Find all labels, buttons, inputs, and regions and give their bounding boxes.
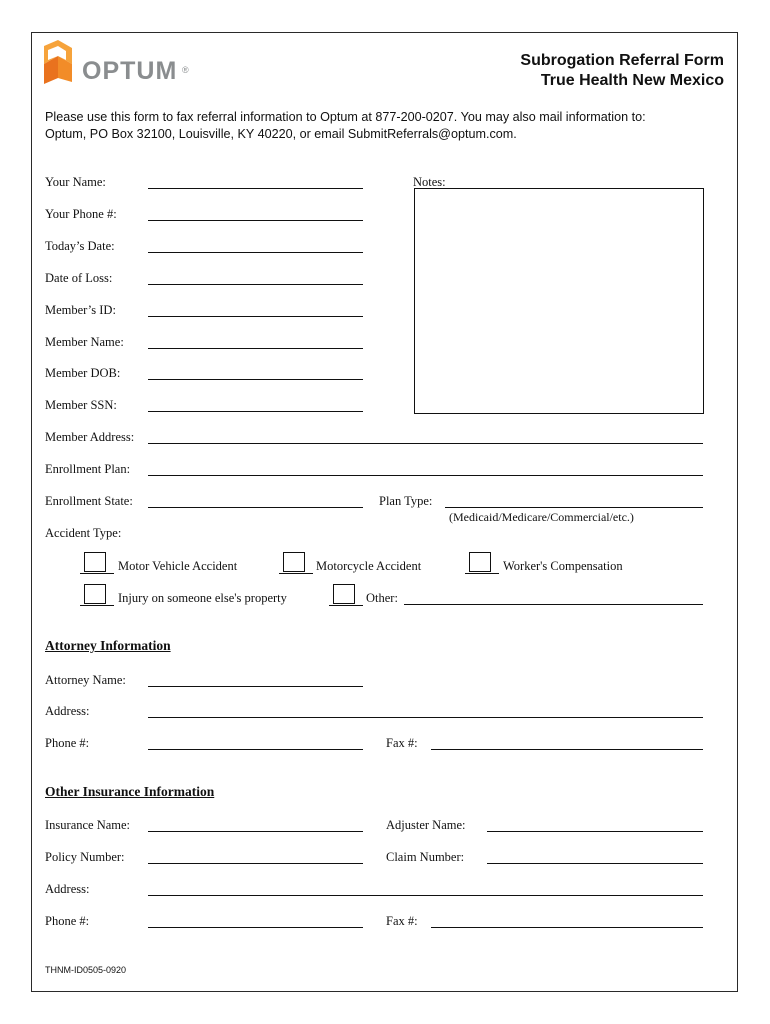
- policy-number-input[interactable]: [148, 850, 363, 864]
- member-address-input[interactable]: [148, 430, 703, 444]
- your-phone-label: Your Phone #:: [45, 207, 117, 221]
- insurance-fax-label: Fax #:: [386, 914, 418, 928]
- todays-date-input[interactable]: [148, 239, 363, 253]
- injury-property-checkbox[interactable]: [84, 584, 106, 604]
- date-of-loss-input[interactable]: [148, 271, 363, 285]
- plan-type-label: Plan Type:: [379, 494, 433, 508]
- member-name-label: Member Name:: [45, 335, 124, 349]
- insurance-name-label: Insurance Name:: [45, 818, 131, 832]
- form-code: THNM-ID0505-0920: [45, 965, 127, 975]
- other-checkbox[interactable]: [333, 584, 355, 604]
- attorney-fax-label: Fax #:: [386, 736, 418, 750]
- intro-line1: Please use this form to fax referral information to Optum at 877-200-0207. You may also mail information to:: [45, 110, 646, 124]
- insurance-name-input[interactable]: [148, 818, 363, 832]
- member-dob-input[interactable]: [148, 366, 363, 380]
- enrollment-state-input[interactable]: [148, 494, 363, 508]
- registered-mark: ®: [182, 65, 189, 75]
- your-phone-input[interactable]: [148, 207, 363, 221]
- member-ssn-label: Member SSN:: [45, 398, 117, 412]
- claim-number-label: Claim Number:: [386, 850, 465, 864]
- notes-textarea[interactable]: [414, 188, 704, 414]
- workers-comp-checkbox[interactable]: [469, 552, 491, 572]
- attorney-section-heading: Attorney Information: [45, 638, 171, 653]
- checkbox-underline: [329, 605, 363, 606]
- insurance-address-input[interactable]: [148, 882, 703, 896]
- your-name-input[interactable]: [148, 175, 363, 189]
- attorney-phone-input[interactable]: [148, 736, 363, 750]
- intro-line2: Optum, PO Box 32100, Louisville, KY 40220, or email SubmitReferrals@optum.com.: [45, 127, 517, 141]
- logo-wordmark: OPTUM: [82, 57, 178, 85]
- member-dob-label: Member DOB:: [45, 366, 121, 380]
- checkbox-underline: [80, 573, 114, 574]
- insurance-address-label: Address:: [45, 882, 90, 896]
- insurance-phone-input[interactable]: [148, 914, 363, 928]
- enrollment-plan-input[interactable]: [148, 462, 703, 476]
- date-of-loss-label: Date of Loss:: [45, 271, 113, 285]
- form-title-line2: True Health New Mexico: [540, 72, 724, 89]
- checkbox-underline: [80, 605, 114, 606]
- enrollment-plan-label: Enrollment Plan:: [45, 462, 131, 476]
- member-id-input[interactable]: [148, 303, 363, 317]
- other-label: Other:: [366, 591, 398, 605]
- claim-number-input[interactable]: [487, 850, 703, 864]
- motorcycle-checkbox[interactable]: [283, 552, 305, 572]
- attorney-name-input[interactable]: [148, 673, 363, 687]
- form-title-line1: Subrogation Referral Form: [520, 52, 724, 69]
- attorney-address-input[interactable]: [148, 704, 703, 718]
- motor-vehicle-label: Motor Vehicle Accident: [118, 559, 238, 573]
- intro-text: [45, 109, 725, 143]
- adjuster-name-label: Adjuster Name:: [386, 818, 466, 832]
- plan-type-input[interactable]: [445, 494, 703, 508]
- enrollment-state-label: Enrollment State:: [45, 494, 133, 508]
- attorney-address-label: Address:: [45, 704, 90, 718]
- insurance-phone-label: Phone #:: [45, 914, 90, 928]
- member-ssn-input[interactable]: [148, 398, 363, 412]
- member-name-input[interactable]: [148, 335, 363, 349]
- accident-type-label: Accident Type:: [45, 526, 122, 540]
- your-name-label: Your Name:: [45, 175, 106, 189]
- insurance-fax-input[interactable]: [431, 914, 703, 928]
- plan-type-hint: (Medicaid/Medicare/Commercial/etc.): [449, 510, 634, 524]
- checkbox-underline: [465, 573, 499, 574]
- attorney-name-label: Attorney Name:: [45, 673, 126, 687]
- adjuster-name-input[interactable]: [487, 818, 703, 832]
- policy-number-label: Policy Number:: [45, 850, 125, 864]
- motorcycle-label: Motorcycle Accident: [316, 559, 422, 573]
- member-id-label: Member’s ID:: [45, 303, 116, 317]
- insurance-section-heading: Other Insurance Information: [45, 784, 215, 799]
- motor-vehicle-checkbox[interactable]: [84, 552, 106, 572]
- notes-label: Notes:: [413, 175, 446, 189]
- attorney-fax-input[interactable]: [431, 736, 703, 750]
- optum-logo-icon: [38, 38, 82, 86]
- form-title: [520, 51, 724, 91]
- other-input[interactable]: [404, 591, 703, 605]
- checkbox-underline: [279, 573, 313, 574]
- member-address-label: Member Address:: [45, 430, 135, 444]
- todays-date-label: Today’s Date:: [45, 239, 115, 253]
- injury-property-label: Injury on someone else's property: [118, 591, 287, 605]
- form-page: [31, 32, 738, 992]
- attorney-phone-label: Phone #:: [45, 736, 90, 750]
- workers-comp-label: Worker's Compensation: [503, 559, 623, 573]
